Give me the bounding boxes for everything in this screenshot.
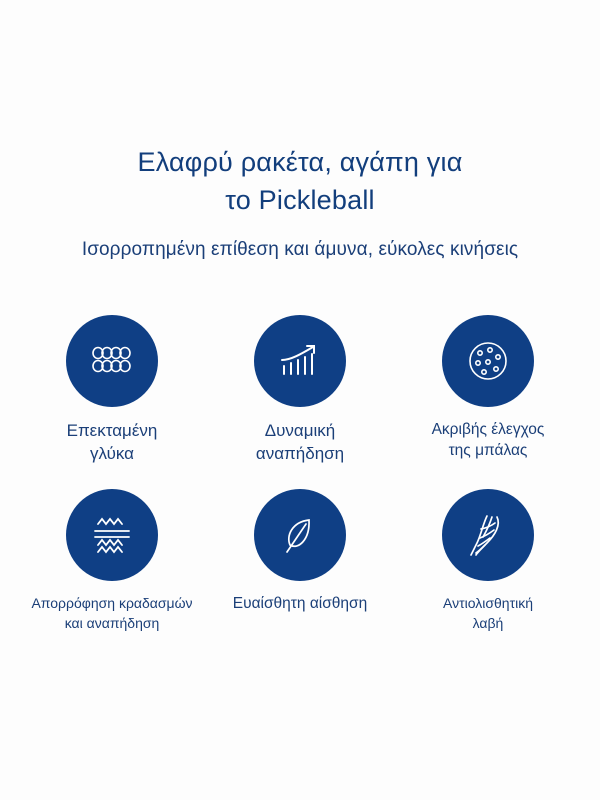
pickleball-ball-icon	[465, 338, 511, 384]
feature-item	[394, 315, 582, 465]
page-title-line-2: το Pickleball	[225, 185, 375, 215]
feature-caption	[31, 593, 192, 633]
feature-caption-line-2: λαβή	[472, 615, 504, 631]
page-title-line-1: Ελαφρύ ρακέτα, αγάπη για	[137, 147, 463, 177]
vibration-waves-icon	[88, 514, 136, 556]
feature-caption-line-1: Απορρόφηση κραδασμών	[31, 595, 193, 611]
feature-badge	[254, 315, 346, 407]
feature-item	[18, 489, 206, 633]
feature-badge	[66, 315, 158, 407]
feature-caption-line-2: της μπάλας	[448, 442, 528, 459]
feature-grid	[0, 315, 600, 633]
feature-caption-line-1: Ακριβής έλεγχος	[431, 421, 545, 438]
feature-badge	[254, 489, 346, 581]
feature-caption	[432, 419, 545, 461]
feature-caption-line-2: και αναπήδηση	[64, 615, 160, 631]
feature-caption	[67, 419, 158, 465]
feature-caption-line-1: Ευαίσθητη αίσθηση	[232, 595, 368, 612]
feature-caption-line-1: Δυναμική	[264, 421, 336, 440]
feature-caption-line-2: αναπήδηση	[255, 444, 345, 463]
feature-item	[18, 315, 206, 465]
string-grid-icon	[88, 341, 136, 381]
feature-item	[394, 489, 582, 633]
feature-caption-line-2: γλύκα	[89, 444, 134, 463]
feature-badge	[442, 315, 534, 407]
feature-item	[206, 489, 394, 633]
feature-item	[206, 315, 394, 465]
feature-badge	[66, 489, 158, 581]
feature-caption	[443, 593, 533, 633]
feature-caption	[233, 593, 367, 614]
textured-grip-icon	[465, 511, 511, 559]
feature-caption-line-1: Αντιολισθητική	[443, 595, 533, 611]
feature-caption-line-1: Επεκταμένη	[66, 421, 158, 440]
feature-caption	[256, 419, 344, 465]
feather-icon	[278, 512, 322, 558]
feature-badge	[442, 489, 534, 581]
page-title	[0, 0, 600, 219]
page-subtitle: Ισορροπημένη επίθεση και άμυνα, εύκολες κινήσεις	[81, 239, 519, 260]
bar-chart-arrow-icon	[277, 340, 323, 382]
